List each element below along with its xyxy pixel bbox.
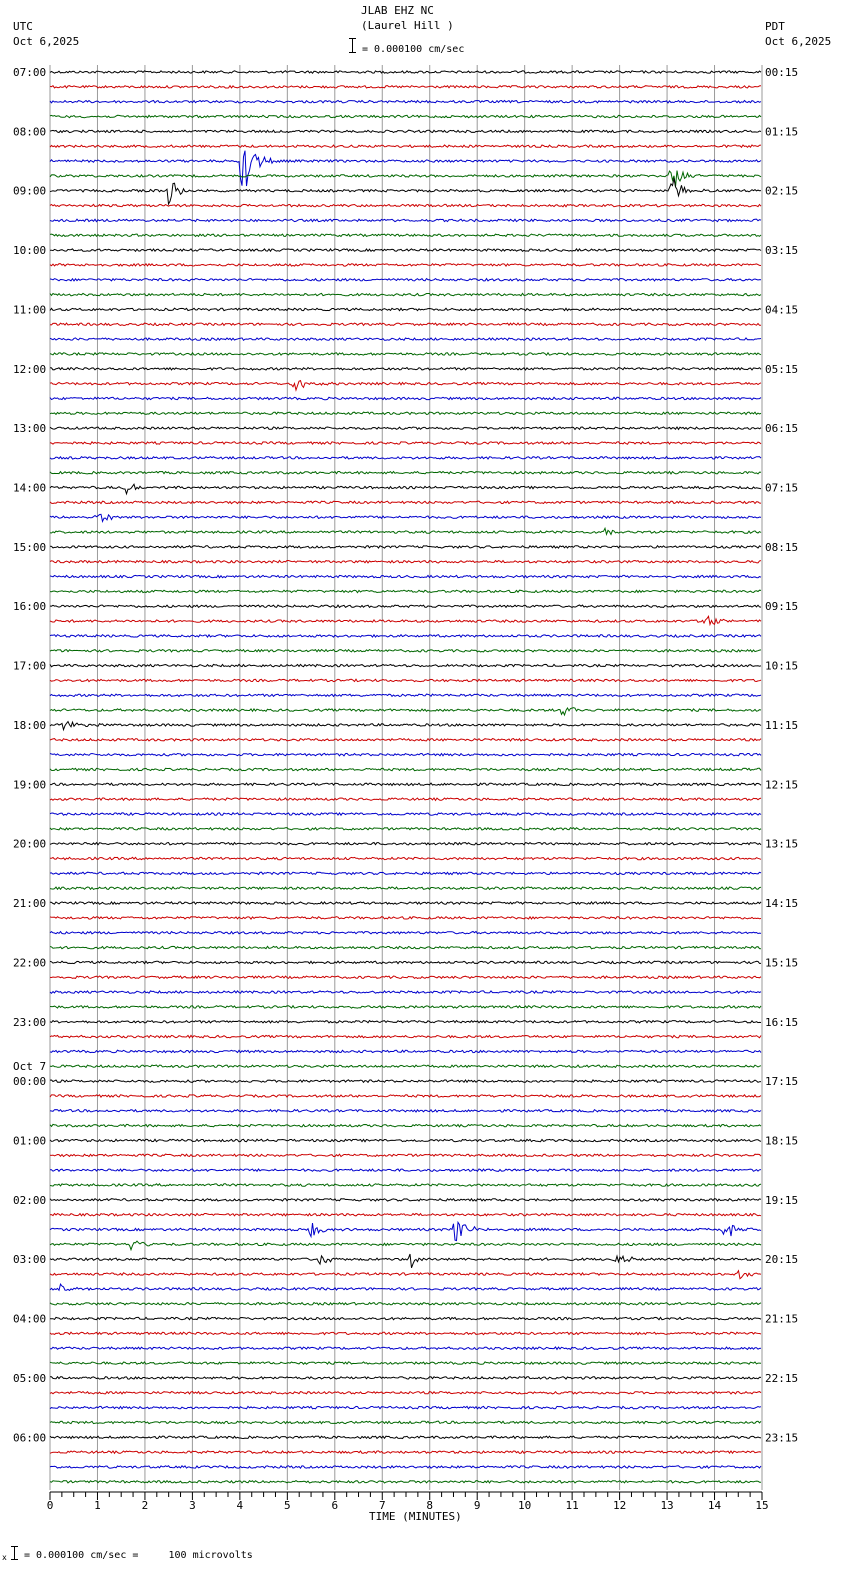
trace-2 (50, 101, 761, 103)
trace-43 (50, 708, 761, 715)
x-tick-label-3: 3 (189, 1499, 196, 1512)
pdt-hour-label-8: 08:15 (765, 540, 799, 554)
pdt-hour-label-19: 19:15 (765, 1193, 799, 1207)
utc-hour-label-8: 15:00 (13, 540, 47, 554)
x-tick-label-5: 5 (284, 1499, 291, 1512)
trace-82 (50, 1284, 761, 1290)
pdt-label: PDT (765, 20, 785, 33)
trace-67 (50, 1065, 761, 1067)
x-tick-label-11: 11 (565, 1499, 579, 1512)
date-change-label: Oct 7 (13, 1060, 47, 1074)
trace-19 (50, 353, 761, 355)
trace-47 (50, 768, 761, 770)
trace-13 (50, 264, 761, 266)
x-tick-label-12: 12 (612, 1499, 627, 1512)
utc-hour-label-5: 12:00 (13, 362, 47, 376)
trace-18 (50, 338, 761, 340)
trace-68 (50, 1080, 761, 1082)
trace-85 (50, 1332, 761, 1334)
pdt-hour-label-7: 07:15 (765, 481, 799, 495)
trace-42 (50, 694, 761, 696)
trace-22 (50, 397, 761, 399)
footer-scale-cap-bottom (11, 1559, 18, 1560)
trace-76 (50, 1199, 761, 1201)
trace-65 (50, 1035, 761, 1037)
trace-90 (50, 1406, 761, 1408)
x-tick-label-0: 0 (46, 1499, 54, 1512)
pdt-hour-label-2: 02:15 (765, 184, 799, 198)
trace-4 (50, 130, 761, 132)
x-tick-label-1: 1 (94, 1499, 101, 1512)
trace-45 (50, 739, 761, 741)
trace-30 (50, 514, 761, 521)
trace-60 (50, 961, 761, 963)
pdt-hour-label-9: 09:15 (765, 600, 799, 614)
trace-57 (50, 917, 761, 919)
trace-89 (50, 1392, 761, 1394)
x-tick-label-9: 9 (473, 1499, 481, 1512)
trace-12 (50, 249, 761, 251)
footer-scale-text: = 0.000100 cm/sec = 100 microvolts (24, 1550, 253, 1561)
trace-48 (50, 783, 761, 785)
utc-hour-label-3: 10:00 (13, 244, 47, 258)
pdt-hour-label-11: 11:15 (765, 718, 799, 732)
trace-70 (50, 1110, 761, 1112)
utc-hour-label-18: 01:00 (13, 1134, 47, 1148)
footer-mark: x (2, 1553, 7, 1562)
trace-6 (50, 151, 761, 186)
utc-hour-label-6: 13:00 (13, 422, 47, 436)
utc-hour-label-0: 07:00 (13, 66, 47, 79)
trace-14 (50, 279, 761, 281)
trace-84 (50, 1317, 761, 1319)
utc-hour-label-12: 19:00 (13, 778, 47, 792)
x-tick-label-6: 6 (331, 1499, 339, 1512)
trace-5 (50, 145, 761, 147)
trace-63 (50, 1006, 761, 1008)
trace-80 (50, 1254, 761, 1268)
utc-hour-label-20: 03:00 (13, 1253, 47, 1267)
trace-28 (50, 484, 761, 494)
trace-86 (50, 1347, 761, 1349)
trace-20 (50, 368, 761, 370)
trace-59 (50, 946, 761, 948)
pdt-hour-label-4: 04:15 (765, 303, 799, 317)
trace-33 (50, 561, 761, 563)
x-tick-label-8: 8 (426, 1499, 434, 1512)
trace-8 (50, 178, 761, 204)
trace-88 (50, 1377, 761, 1379)
trace-72 (50, 1139, 761, 1141)
trace-62 (50, 991, 761, 993)
trace-27 (50, 472, 761, 474)
trace-79 (50, 1241, 761, 1250)
x-tick-label-10: 10 (518, 1499, 532, 1512)
utc-hour-label-17: 00:00 (13, 1075, 47, 1089)
utc-hour-label-19: 02:00 (13, 1193, 47, 1207)
trace-91 (50, 1421, 761, 1423)
pdt-date: Oct 6,2025 (765, 35, 832, 48)
utc-hour-label-10: 17:00 (13, 659, 47, 673)
pdt-hour-label-22: 22:15 (765, 1371, 799, 1385)
trace-26 (50, 457, 761, 459)
trace-55 (50, 887, 761, 889)
utc-hour-label-23: 06:00 (13, 1431, 47, 1445)
utc-hour-label-16: 23:00 (13, 1015, 47, 1029)
trace-71 (50, 1124, 761, 1126)
trace-93 (50, 1451, 761, 1453)
trace-58 (50, 932, 761, 934)
trace-64 (50, 1021, 761, 1023)
trace-74 (50, 1169, 761, 1171)
utc-hour-label-9: 16:00 (13, 600, 47, 614)
trace-29 (50, 501, 761, 503)
pdt-hour-label-3: 03:15 (765, 244, 799, 258)
pdt-hour-label-10: 10:15 (765, 659, 799, 673)
pdt-hour-label-15: 15:15 (765, 956, 799, 970)
trace-81 (50, 1271, 761, 1279)
utc-hour-label-7: 14:00 (13, 481, 47, 495)
trace-40 (50, 664, 761, 666)
trace-61 (50, 976, 761, 978)
scale-text: = 0.000100 cm/sec (362, 44, 465, 55)
pdt-hour-label-14: 14:15 (765, 897, 799, 911)
trace-17 (50, 323, 761, 325)
trace-94 (50, 1466, 761, 1468)
trace-44 (50, 722, 761, 730)
trace-34 (50, 575, 761, 577)
trace-92 (50, 1436, 761, 1438)
trace-69 (50, 1095, 761, 1097)
trace-77 (50, 1214, 761, 1216)
utc-hour-label-1: 08:00 (13, 125, 47, 139)
trace-53 (50, 857, 761, 859)
x-tick-label-7: 7 (378, 1499, 386, 1512)
pdt-hour-label-12: 12:15 (765, 778, 799, 792)
trace-7 (50, 171, 761, 187)
pdt-hour-label-16: 16:15 (765, 1015, 799, 1029)
footer-scale-cap-top (11, 1546, 18, 1547)
trace-73 (50, 1154, 761, 1156)
utc-hour-label-14: 21:00 (13, 897, 47, 911)
trace-50 (50, 813, 761, 815)
trace-78 (50, 1222, 761, 1240)
x-tick-label-15: 15 (755, 1499, 769, 1512)
pdt-hour-label-13: 13:15 (765, 837, 799, 851)
trace-15 (50, 293, 761, 295)
pdt-hour-label-18: 18:15 (765, 1134, 799, 1148)
x-tick-label-4: 4 (236, 1499, 244, 1512)
pdt-hour-label-5: 05:15 (765, 362, 799, 376)
trace-87 (50, 1362, 761, 1364)
trace-11 (50, 234, 761, 236)
trace-51 (50, 828, 761, 830)
pdt-hour-label-21: 21:15 (765, 1312, 799, 1326)
trace-35 (50, 590, 761, 592)
site-name: (Laurel Hill ) (361, 19, 454, 32)
pdt-hour-label-0: 00:15 (765, 66, 799, 79)
trace-3 (50, 115, 761, 117)
trace-46 (50, 753, 761, 755)
utc-label: UTC (13, 20, 33, 33)
utc-hour-label-4: 11:00 (13, 303, 47, 317)
utc-hour-label-15: 22:00 (13, 956, 47, 970)
trace-36 (50, 605, 761, 607)
trace-37 (50, 616, 761, 624)
trace-83 (50, 1303, 761, 1305)
trace-41 (50, 679, 761, 681)
footer-scale-icon (14, 1546, 15, 1560)
trace-54 (50, 872, 761, 874)
trace-16 (50, 308, 761, 310)
utc-hour-label-2: 09:00 (13, 184, 47, 198)
trace-32 (50, 546, 761, 548)
trace-49 (50, 798, 761, 800)
pdt-hour-label-1: 01:15 (765, 125, 799, 139)
trace-66 (50, 1050, 761, 1052)
trace-56 (50, 902, 761, 904)
pdt-hour-label-17: 17:15 (765, 1075, 799, 1089)
utc-date: Oct 6,2025 (13, 35, 80, 48)
trace-39 (50, 650, 761, 652)
trace-23 (50, 412, 761, 414)
trace-75 (50, 1184, 761, 1186)
trace-24 (50, 427, 761, 429)
trace-0 (50, 71, 761, 73)
trace-52 (50, 843, 761, 845)
trace-95 (50, 1481, 761, 1483)
trace-1 (50, 86, 761, 88)
utc-hour-label-21: 04:00 (13, 1312, 47, 1326)
x-axis-title: TIME (MINUTES) (369, 1510, 462, 1523)
utc-hour-label-11: 18:00 (13, 718, 47, 732)
trace-38 (50, 635, 761, 637)
trace-31 (50, 528, 761, 534)
station-title: JLAB EHZ NC (361, 4, 434, 17)
trace-10 (50, 219, 761, 221)
trace-25 (50, 442, 761, 444)
x-tick-label-2: 2 (141, 1499, 149, 1512)
x-tick-label-13: 13 (660, 1499, 674, 1512)
trace-21 (50, 381, 761, 390)
utc-hour-label-13: 20:00 (13, 837, 47, 851)
x-tick-label-14: 14 (707, 1499, 722, 1512)
pdt-hour-label-6: 06:15 (765, 422, 799, 436)
pdt-hour-label-23: 23:15 (765, 1431, 799, 1445)
utc-hour-label-22: 05:00 (13, 1371, 47, 1385)
pdt-hour-label-20: 20:15 (765, 1253, 799, 1267)
trace-9 (50, 204, 761, 206)
